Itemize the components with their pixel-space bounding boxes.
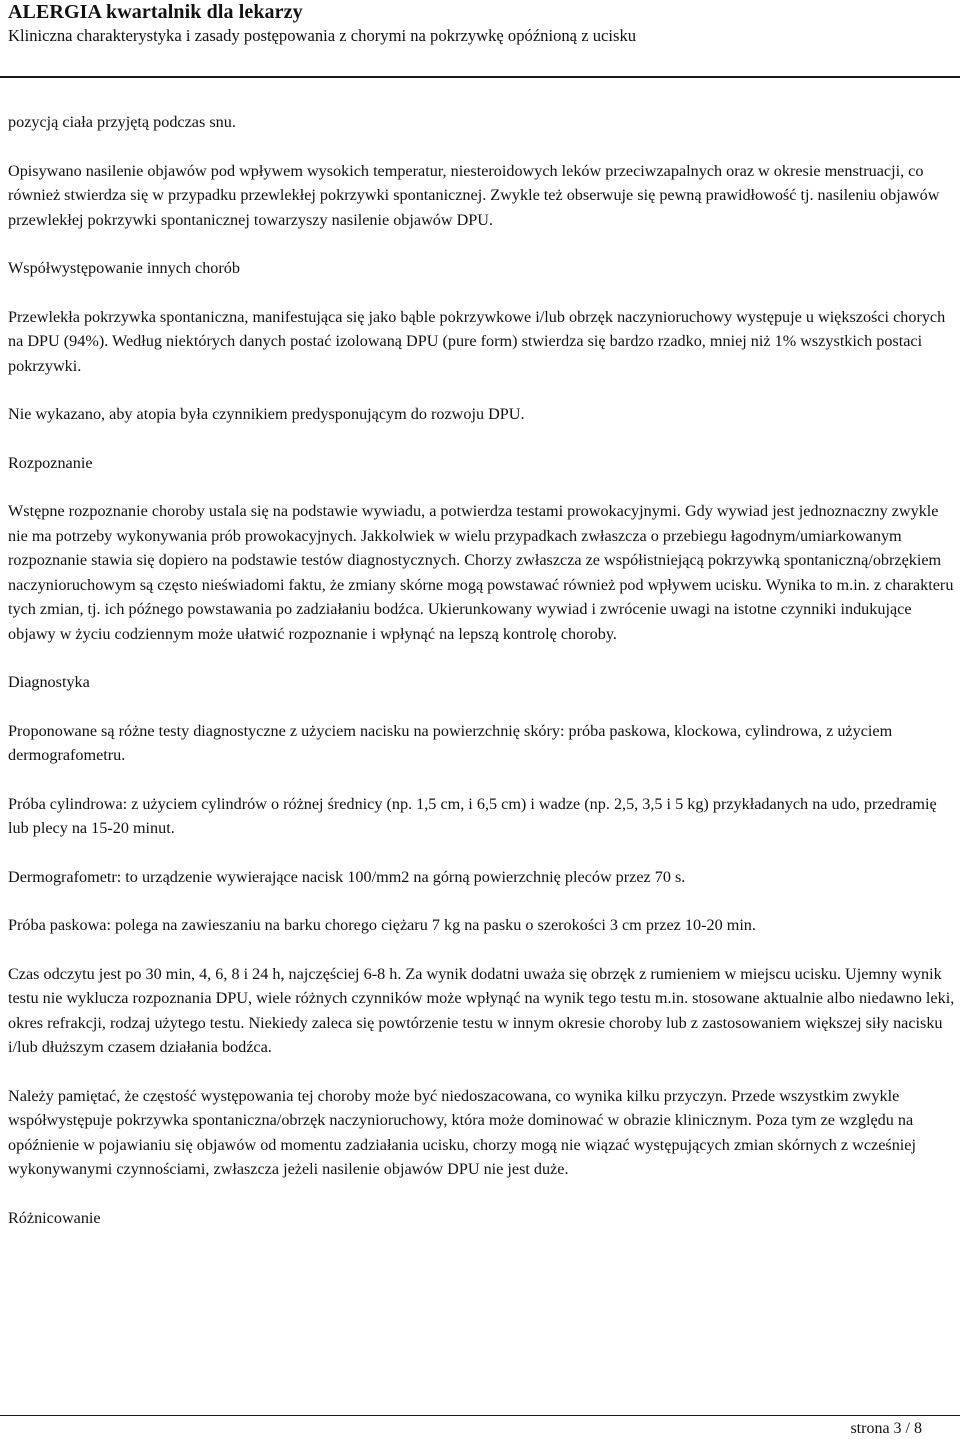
article-body — [8, 110, 956, 1254]
paragraph: Dermografometr: to urządzenie wywierające nacisk 100/mm2 na górną powierzchnię pleców przez 70 s. — [8, 867, 686, 886]
paragraph: Należy pamiętać, że częstość występowania tej choroby może być niedoszacowana, co wynika kilku przyczyn. Przede wszystkim zwykle współwystępuje pokrzywka spontaniczna/obrzęk naczynioruchowy, która może dominować w obrazie klinicznym. Poza tym ze względu na opóźnienie w pojawianiu się objawów od momentu zadziałania ucisku, chorzy mogą nie wiązać występujących zmian skórnych z wcześniej wykonywanymi czynnościami, zwłaszcza jeżeli nasilenie objawów DPU nie jest duże. — [8, 1086, 916, 1178]
header-divider — [0, 76, 960, 78]
journal-title: ALERGIA kwartalnik dla lekarzy — [8, 1, 303, 23]
paragraph: Wstępne rozpoznanie choroby ustala się na podstawie wywiadu, a potwierdza testami prowokacyjnymi. Gdy wywiad jest jednoznaczny zwykle nie ma potrzeby wykonywania prób prowokacyjnych. Jakkolwiek w wielu przypadkach zwłaszcza o przebiegu łagodnym/umiarkowanym rozpoznanie stawia się dopiero na podstawie testów diagnostycznych. Chorzy zwłaszcza ze współistniejącą pokrzywką spontaniczną/obrzękiem naczynioruchowym są często nieświadomi faktu, że zmiany skórne mogą powstawać również pod wpływem ucisku. Wynika to m.in. z charakteru tych zmian, tj. ich późnego powstawania po zadziałaniu bodźca. Ukierunkowany wywiad i zwrócenie uwagi na istotne czynniki indukujące objawy w życiu codziennym może ułatwić rozpoznanie i wpłynąć na lepszą kontrolę choroby. — [8, 502, 954, 643]
paragraph: Czas odczytu jest po 30 min, 4, 6, 8 i 24 h, najczęściej 6-8 h. Za wynik dodatni uważa się obrzęk z rumieniem w miejscu ucisku. Ujemny wynik testu nie wyklucza rozpoznania DPU, wiele różnych czynników może wpłynąć na wynik tego testu m.in. stosowane aktualnie albo niedawno leki, okres refrakcji, rodzaj użytego testu. Niekiedy zaleca się powtórzenie testu w innym okresie choroby lub z zastosowaniem większej siły nacisku i/lub dłuższym czasem działania bodźca. — [8, 964, 955, 1056]
paragraph: Próba cylindrowa: z użyciem cylindrów o różnej średnicy (np. 1,5 cm, i 6,5 cm) i wadze (np. 2,5, 3,5 i 5 kg) przykładanych na udo, przedramię lub plecy na 15-20 minut. — [8, 794, 937, 837]
footer-divider — [0, 1415, 960, 1416]
paragraph: Przewlekła pokrzywka spontaniczna, manifestująca się jako bąble pokrzywkowe i/lub obrzęk naczynioruchowy występuje u większości chorych na DPU (94%). Według niektórych danych postać izolowaną DPU (pure form) stwierdza się bardzo rzadko, mniej niż 1% wszystkich postaci pokrzywki. — [8, 307, 946, 375]
article-title: Kliniczna charakterystyka i zasady postępowania z chorymi na pokrzywkę opóźnioną z ucisku — [8, 26, 637, 45]
paragraph: pozycją ciała przyjętą podczas snu. — [8, 113, 236, 131]
page-header — [8, 0, 952, 47]
paragraph: Próba paskowa: polega na zawieszaniu na barku chorego ciężaru 7 kg na pasku o szerokości 3 cm przez 10-20 min. — [8, 916, 756, 934]
paragraph: Nie wykazano, aby atopia była czynnikiem predysponującym do rozwoju DPU. — [8, 405, 525, 423]
section-heading: Współwystępowanie innych chorób — [8, 259, 240, 277]
section-heading: Diagnostyka — [8, 673, 90, 691]
page-number: strona 3 / 8 — [850, 1420, 922, 1437]
paragraph: Opisywano nasilenie objawów pod wpływem wysokich temperatur, niesteroidowych leków przeciwzapalnych oraz w okresie menstruacji, co również stwierdza się w przypadku przewlekłej pokrzywki spontanicznej. Zwykle też obserwuje się pewną prawidłowość tj. nasileniu objawów przewlekłej pokrzywki spontanicznej towarzyszy nasilenie objawów DPU. — [8, 161, 940, 229]
section-heading: Różnicowanie — [8, 1208, 101, 1227]
paragraph: Proponowane są różne testy diagnostyczne z użyciem nacisku na powierzchnię skóry: próba paskowa, klockowa, cylindrowa, z użyciem dermografometru. — [8, 721, 893, 764]
section-heading: Rozpoznanie — [8, 453, 93, 472]
